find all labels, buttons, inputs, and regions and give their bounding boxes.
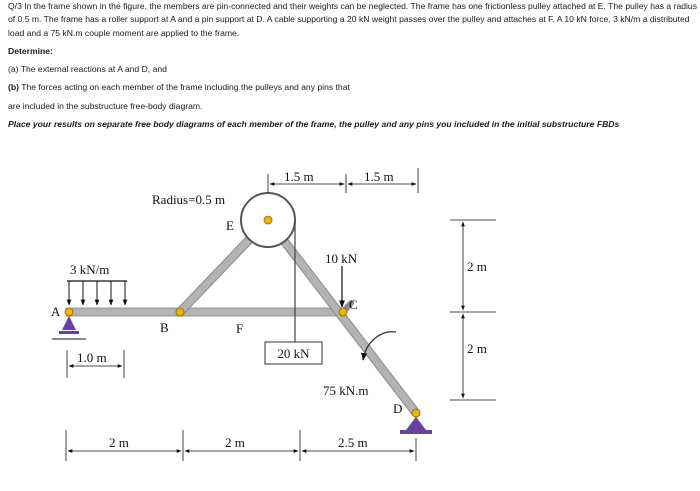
label-a: A: [51, 304, 61, 319]
pulley-e: [241, 193, 295, 247]
pin-c: [339, 308, 347, 316]
part-b-text: The forces acting on each member of the frame including the pulleys and any pins that: [18, 82, 350, 93]
label-load: 3 kN/m: [70, 262, 110, 277]
dim-right-upper: 2 m: [467, 259, 487, 274]
distributed-load: [67, 281, 127, 305]
part-b-label: (b): [8, 82, 19, 93]
determine-heading: Determine:: [8, 45, 53, 56]
label-b: B: [160, 320, 169, 335]
weight-label: 20 kN: [277, 346, 310, 361]
label-e: E: [226, 218, 234, 233]
part-b: [8, 81, 698, 94]
roller-support-a: [52, 316, 86, 339]
problem-statement: [8, 0, 698, 131]
label-c: C: [349, 297, 358, 312]
frame-figure: [0, 138, 700, 491]
pin-support-d: [400, 417, 432, 434]
dim-top-right: 1.5 m: [364, 169, 394, 184]
label-f: F: [236, 321, 244, 336]
pin-b: [176, 308, 184, 316]
dim-load-width: 1.0 m: [77, 350, 107, 365]
right-dimension: [450, 220, 496, 400]
dim-bottom-2: 2 m: [225, 435, 245, 450]
dim-bottom-1: 2 m: [109, 435, 129, 450]
label-moment: 75 kN.m: [323, 383, 369, 398]
pin-d: [412, 409, 420, 417]
frame-diagram: [0, 138, 700, 491]
dim-bottom-3: 2.5 m: [338, 435, 368, 450]
label-force: 10 kN: [325, 251, 358, 266]
dim-top-left: 1.5 m: [284, 169, 314, 184]
part-b-continued: are included in the substructure free-body diagram.: [8, 100, 203, 111]
problem-intro: Q/3 In the frame shown in the figure, the members are pin-connected and their weights can be neglected. The frame has one frictionless pulley attached at E. The pulley has a radius of 0.5 m. The frame has a roller support at A and a pin support at D. A cable supporting a 20 kN weight passes over the pulley and attaches at F. A 10 kN force, 3 kN/m a distributed load and a 75 kN.m couple moment are applied to the frame.: [8, 1, 698, 38]
label-d: D: [393, 401, 403, 416]
label-radius: Radius=0.5 m: [152, 192, 226, 207]
pin-a: [65, 308, 73, 316]
member-horizontal: [66, 308, 346, 316]
part-a: (a) The external reactions at A and D, and: [8, 64, 167, 75]
dim-right-lower: 2 m: [467, 341, 487, 356]
instruction-note: Place your results on separate free body diagrams of each member of the frame, the pulley and any pins you included in the initial substructure FBDs: [8, 119, 620, 130]
